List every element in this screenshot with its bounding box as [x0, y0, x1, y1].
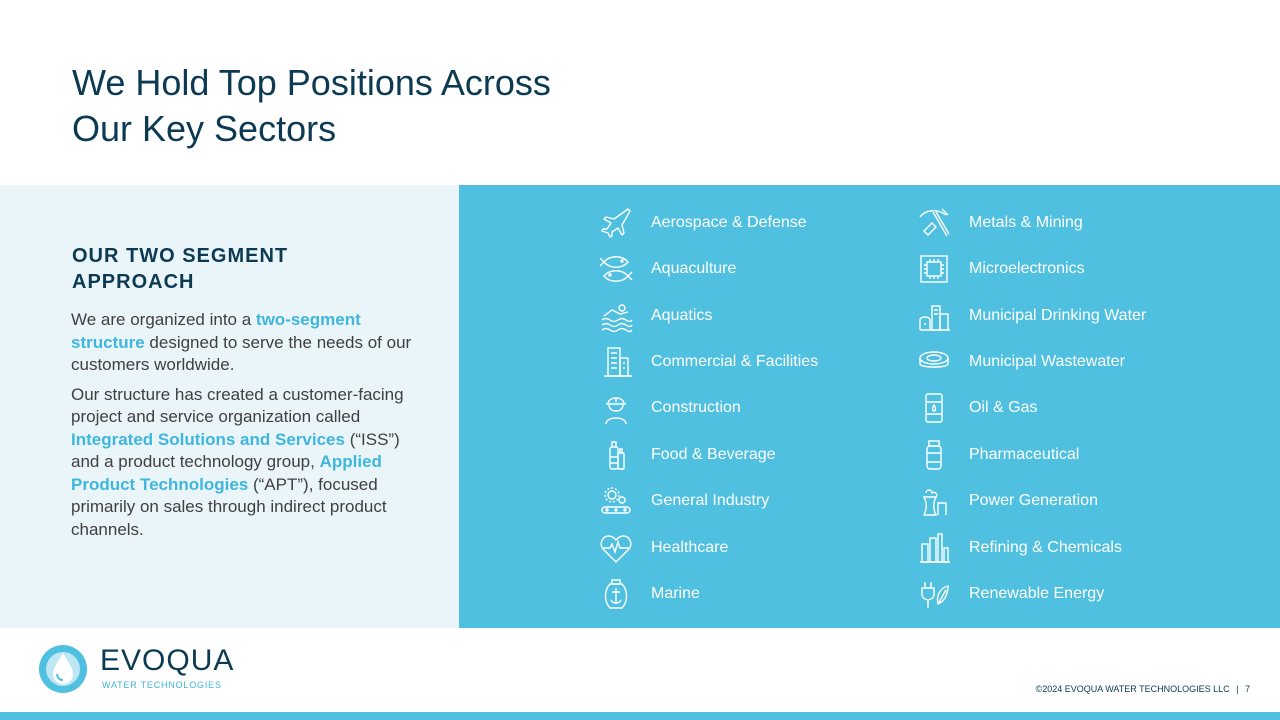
segment-heading: OUR TWO SEGMENT APPROACH [72, 245, 289, 293]
p1-text: We are organized into a [71, 310, 256, 329]
logo-subtitle: WATER TECHNOLOGIES [102, 680, 222, 690]
jet-icon [598, 205, 634, 241]
sector-metals-mining [916, 205, 1083, 241]
sector-label: Aquatics [651, 307, 713, 324]
sector-label: Pharmaceutical [969, 446, 1080, 463]
p1-text-end: designed to serve the needs of our customers worldwide. [71, 332, 412, 374]
slide-title-line-1: We Hold Top Positions Across [72, 62, 551, 103]
sector-refining-chemicals [916, 530, 1122, 566]
sectors-panel [459, 185, 1280, 628]
sector-commercial-facilities [598, 344, 819, 380]
iss-highlight: Integrated Solutions and Services [71, 429, 345, 449]
sector-label: Microelectronics [969, 260, 1085, 277]
sector-food-beverage [598, 437, 776, 473]
pickaxe-icon [916, 205, 952, 241]
pill-bottle-icon [916, 437, 952, 473]
water-plant-icon [916, 298, 952, 334]
swimmer-icon [598, 298, 634, 334]
sector-municipal-wastewater [916, 344, 1125, 380]
sector-label: Refining & Chemicals [969, 539, 1122, 556]
water-drop-logo-icon [38, 644, 88, 694]
bottom-accent-bar [0, 712, 1280, 720]
footer [1036, 684, 1250, 694]
clarifier-icon [916, 344, 952, 380]
oil-barrel-icon [916, 390, 952, 426]
sector-label: Renewable Energy [969, 585, 1105, 602]
sector-label: Power Generation [969, 492, 1098, 509]
sector-healthcare [598, 530, 729, 566]
gears-conveyor-icon [598, 483, 634, 519]
cooling-tower-icon [916, 483, 952, 519]
sector-construction [598, 390, 741, 426]
sector-label: Metals & Mining [969, 214, 1083, 231]
refinery-icon [916, 530, 952, 566]
p2-text-end: (“APT”), focused primarily on sales through indirect product channels. [71, 474, 387, 539]
sector-label: Oil & Gas [969, 399, 1038, 416]
sector-label: Food & Beverage [651, 446, 776, 463]
p2-text: Our structure has created a customer-facing project and service organization called [71, 384, 404, 426]
segment-paragraph-1 [71, 309, 431, 377]
segment-paragraph-2 [71, 384, 431, 542]
sector-pharmaceutical [916, 437, 1080, 473]
logo-wordmark: EVOQUA [100, 644, 235, 677]
plug-leaf-icon [916, 576, 952, 612]
slide-title-line-2: Our Key Sectors [72, 108, 337, 149]
copyright-text: ©2024 EVOQUA WATER TECHNOLOGIES LLC [1035, 684, 1230, 694]
sector-label: Municipal Drinking Water [969, 307, 1147, 324]
sector-renewable-energy [916, 576, 1105, 612]
page-number: 7 [1244, 684, 1250, 694]
anchor-buoy-icon [598, 576, 634, 612]
sector-aquatics [598, 298, 713, 334]
p2-text-mid: (“ISS”) and a product technology group, [71, 429, 400, 471]
sector-label: Aerospace & Defense [651, 214, 807, 231]
chip-icon [916, 251, 952, 287]
slide-title [72, 60, 551, 152]
sector-general-industry [598, 483, 770, 519]
segment-body [71, 309, 431, 548]
bottles-icon [598, 437, 634, 473]
sector-aquaculture [598, 251, 737, 287]
sector-label: Construction [651, 399, 741, 416]
fish-icon [598, 251, 634, 287]
building-icon [598, 344, 634, 380]
footer-separator: | [1236, 684, 1239, 694]
apt-highlight: Applied Product Technologies [71, 452, 382, 494]
sector-microelectronics [916, 251, 1085, 287]
heart-pulse-icon [598, 530, 634, 566]
sector-power-generation [916, 483, 1098, 519]
p1-highlight: two-segment structure [71, 310, 361, 352]
sector-label: General Industry [651, 492, 770, 509]
sector-label: Aquaculture [651, 260, 737, 277]
sector-oil-gas [916, 390, 1038, 426]
sector-marine [598, 576, 700, 612]
evoqua-logo [38, 644, 238, 694]
worker-icon [598, 390, 634, 426]
sector-municipal-drinking-water [916, 298, 1147, 334]
sector-label: Marine [651, 585, 700, 602]
sector-label: Municipal Wastewater [969, 353, 1125, 370]
sector-label: Healthcare [651, 539, 729, 556]
sector-aerospace-defense [598, 205, 807, 241]
sector-label: Commercial & Facilities [651, 353, 819, 370]
